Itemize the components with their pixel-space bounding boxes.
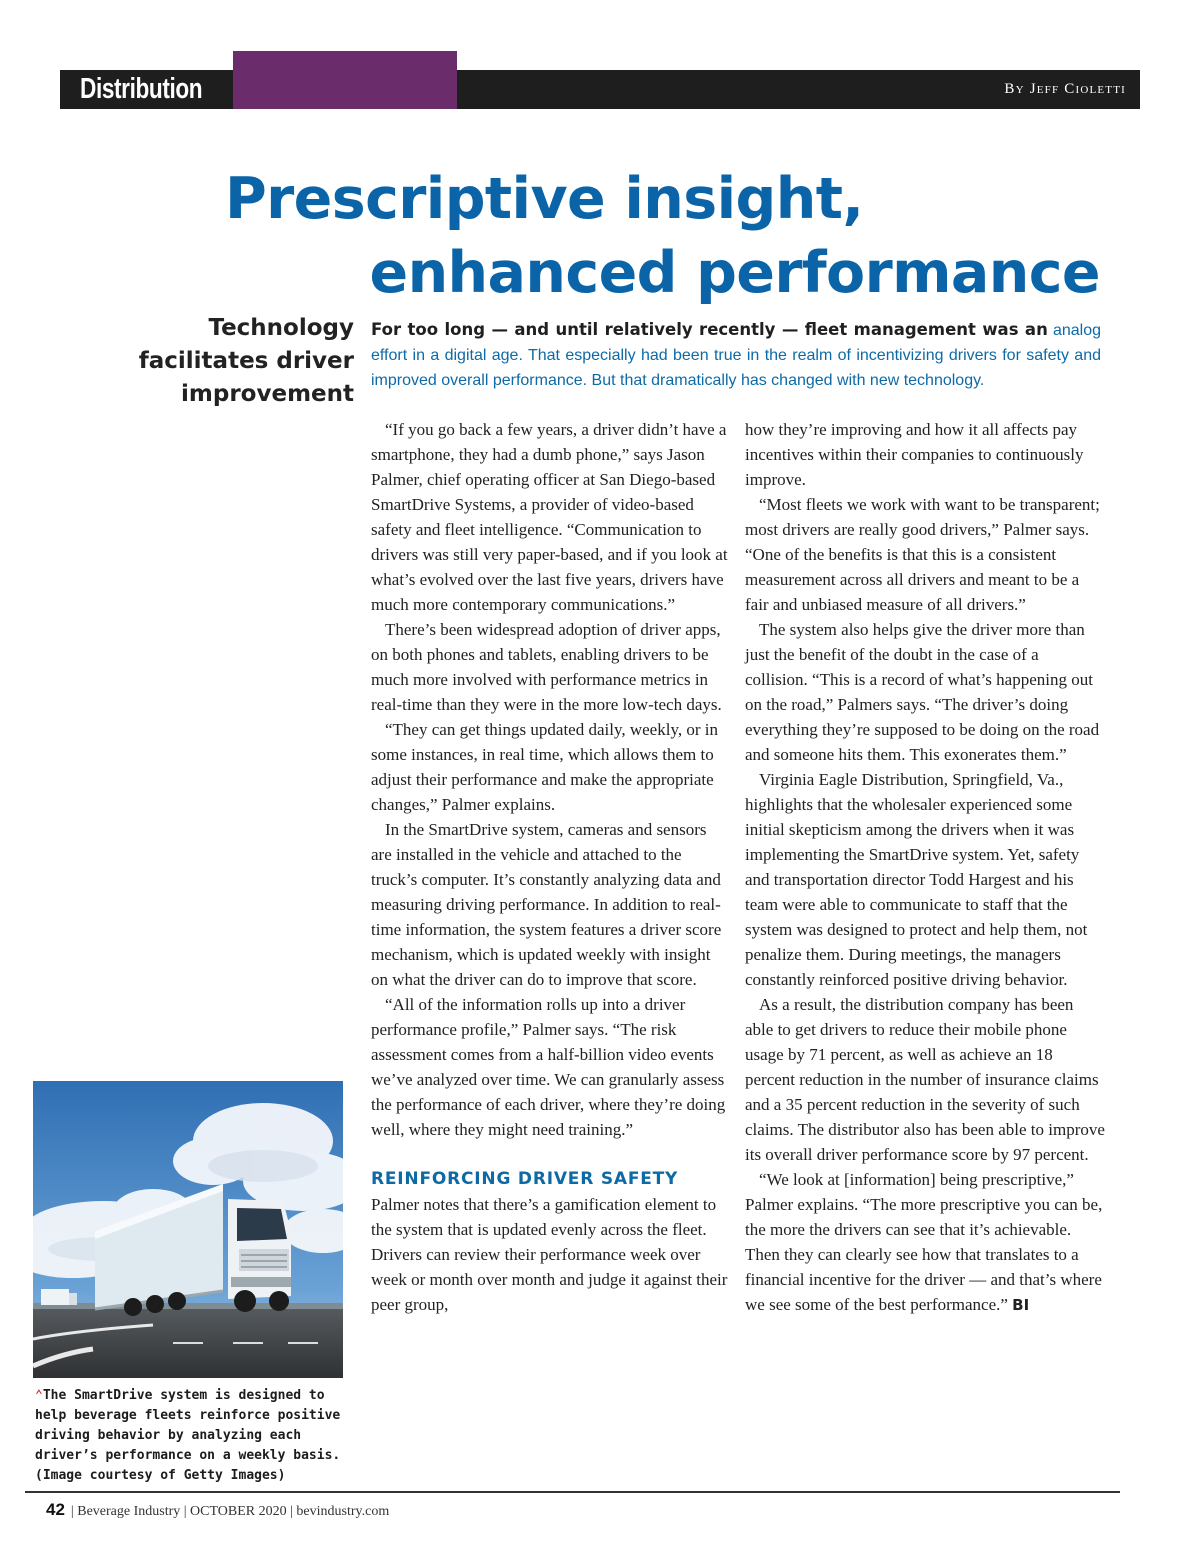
- body-column-right: [745, 417, 1105, 1318]
- section-header-bar: [60, 70, 1140, 109]
- footer-rule: [25, 1491, 1120, 1493]
- intro-text: analog effort in a digital age. That especially had been true in the realm of incentivizing drivers for safety and improved overall performance. But that dramatically has changed with new technology.: [371, 322, 1101, 389]
- deck-line: improvement: [181, 381, 354, 407]
- page-number: 42: [46, 1500, 65, 1519]
- body-paragraph: “All of the information rolls up into a driver performance profile,” Palmer says. “The risk assessment comes from a half-billion video events we’ve analyzed over time. We can granularly assess the performance of each driver, where they’re doing well, where they might need training.”: [371, 995, 726, 1139]
- deck-line: facilitates driver: [138, 348, 354, 374]
- body-paragraph: “They can get things updated daily, weekly, or in some instances, in real time, which allows them to adjust their performance and make the appropriate changes,” Palmer explains.: [371, 720, 718, 814]
- headline-line-1: Prescriptive insight,: [225, 166, 864, 232]
- body-paragraph-last: [745, 1167, 1105, 1318]
- body-paragraph: There’s been widespread adoption of driver apps, on both phones and tablets, enabling drivers to be much more involved with performance metrics in real-time than they were in the more low-tech days.: [371, 620, 722, 714]
- deck-line: Technology: [208, 315, 354, 341]
- section-label: Distribution: [80, 73, 203, 105]
- caption-text: The SmartDrive system is designed to help beverage fleets reinforce positive driving behavior by analyzing each driver’s performance on a weekly basis. (Image courtesy of Getty Images): [35, 1388, 341, 1483]
- body-paragraph: how they’re improving and how it all affects pay incentives within their companies to continuously improve.: [745, 420, 1084, 489]
- footer-text: | Beverage Industry | OCTOBER 2020 | bevindustry.com: [70, 1504, 390, 1519]
- body-paragraph: “If you go back a few years, a driver didn’t have a smartphone, they had a dumb phone,” says Jason Palmer, chief operating officer at San Diego-based SmartDrive Systems, a provider of video-based safety and fleet intelligence. “Communication to drivers was still very paper-based, and if you look at what’s evolved over the last five years, drivers have much more contemporary communications.”: [371, 420, 728, 614]
- end-mark: BI: [1012, 1296, 1030, 1314]
- body-paragraph: In the SmartDrive system, cameras and sensors are installed in the vehicle and attached to the truck’s computer. It’s constantly analyzing data and measuring driving performance. In addition to real-time information, the system features a driver score mechanism, which is updated weekly with insight on what the driver can do to improve that score.: [371, 820, 722, 989]
- truck-photo-illustration: [33, 1081, 343, 1378]
- photo-caption: [35, 1386, 345, 1486]
- deck: [100, 312, 354, 411]
- body-paragraph: Palmer notes that there’s a gamification element to the system that is updated evenly across the fleet. Drivers can review their performance week over week or month over month and judge it against their peer group,: [371, 1195, 728, 1314]
- section-accent-block: [233, 51, 457, 109]
- body-paragraph: Virginia Eagle Distribution, Springfield, Va., highlights that the wholesaler experienced some initial skepticism among the drivers when it was implementing the SmartDrive system. Yet, safety and transportation director Todd Hargest and his team were able to communicate to staff that the system was designed to protect and help them, not penalize them. During meetings, the managers constantly reinforced positive driving behavior.: [745, 770, 1088, 989]
- page-footer: [46, 1500, 389, 1520]
- headline-line-2: enhanced performance: [369, 240, 1100, 306]
- last-paragraph-text: “We look at [information] being prescriptive,” Palmer explains. “The more prescriptive you can be, the more the drivers can see that it’s achievable. Then they can clearly see how that translates to a financial incentive for the driver — and that’s where we see some of the best performance.”: [745, 1170, 1103, 1314]
- truck-photo: [33, 1081, 343, 1378]
- intro-lead: For too long — and until relatively recently — fleet management was an: [371, 320, 1048, 339]
- body-column-left: [371, 417, 731, 1317]
- byline: By Jeff Cioletti: [1004, 81, 1126, 97]
- body-paragraph: The system also helps give the driver more than just the benefit of the doubt in the case of a collision. “This is a record of what’s happening out on the road,” Palmers says. “The driver’s doing everything they’re supposed to be doing on the road and someone hits them. This exonerates them.”: [745, 620, 1100, 764]
- intro-paragraph: [371, 317, 1101, 393]
- body-paragraph: As a result, the distribution company has been able to get drivers to reduce their mobile phone usage by 71 percent, as well as achieve an 18 percent reduction in the number of insurance claims and a 35 percent reduction in the severity of such claims. The distributor also has been able to improve its overall driver performance score by 97 percent.: [745, 995, 1105, 1164]
- caption-arrow-icon: ⌃: [35, 1388, 43, 1403]
- subhead: REINFORCING DRIVER SAFETY: [371, 1169, 679, 1189]
- body-paragraph: “Most fleets we work with want to be transparent; most drivers are really good drivers,” Palmer says. “One of the benefits is that this is a consistent measurement across all drivers and meant to be a fair and unbiased measure of all drivers.”: [745, 495, 1100, 614]
